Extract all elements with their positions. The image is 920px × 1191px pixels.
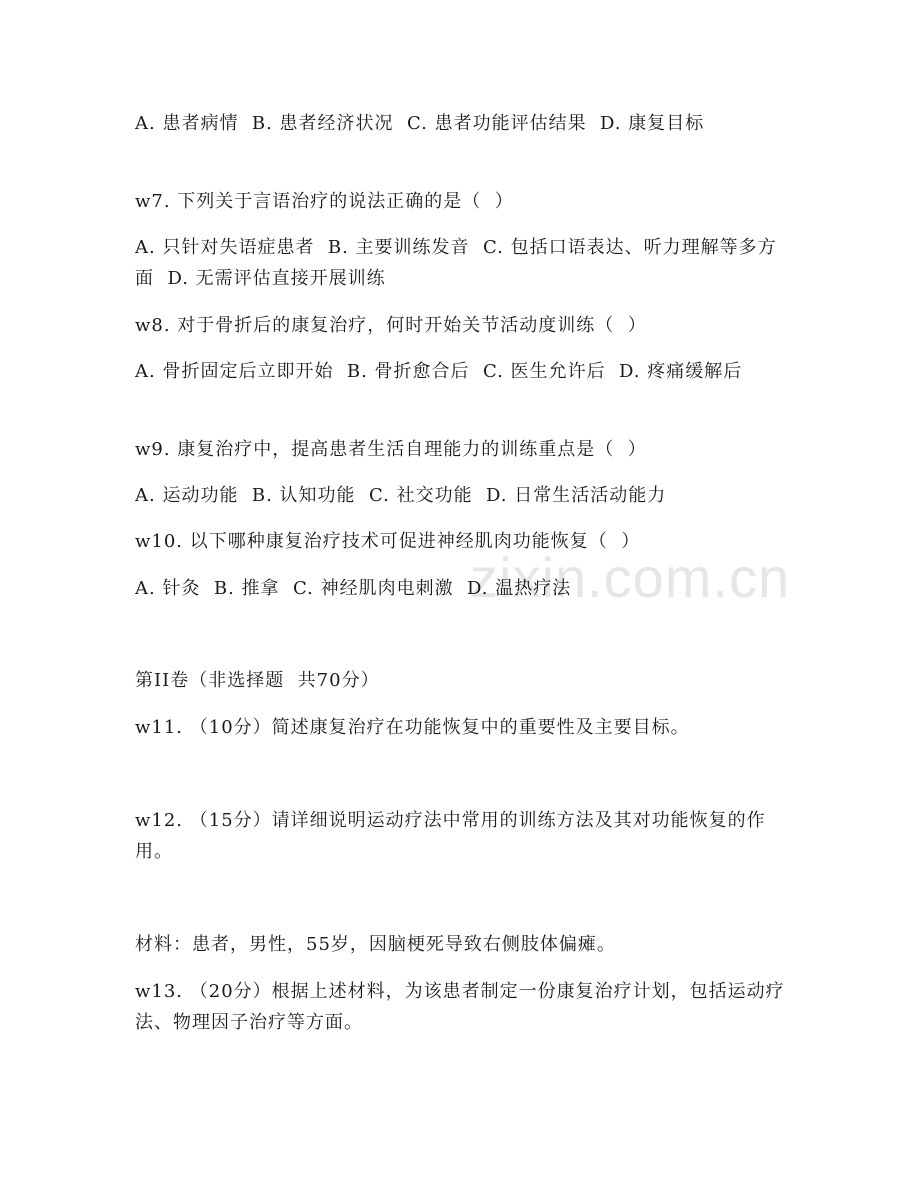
q10-options: A. 针灸 B. 推拿 C. 神经肌肉电刺激 D. 温热疗法 [135,578,572,599]
q7-options: A. 只针对失语症患者 B. 主要训练发音 C. 包括口语表达、听力理解等多方面 D. 无需评估直接开展训练 [135,237,777,289]
q11-question: w11. （10分）简述康复治疗在功能恢复中的重要性及主要目标。 [135,717,690,738]
watermark: zixin.com.cn [470,546,791,609]
q13-question: w13. （20分）根据上述材料，为该患者制定一份康复治疗计划，包括运动疗法、物理因子治疗等方面。 [135,981,785,1033]
q9-question: w9. 康复治疗中，提高患者生活自理能力的训练重点是（ ） [135,439,647,460]
q6-options: A. 患者病情 B. 患者经济状况 C. 患者功能评估结果 D. 康复目标 [135,113,705,134]
section-title: 第II卷（非选择题 共70分） [135,670,380,691]
q12-question: w12. （15分）请详细说明运动疗法中常用的训练方法及其对功能恢复的作用。 [135,810,766,862]
q7-question: w7. 下列关于言语治疗的说法正确的是（ ） [135,191,514,212]
q9-options: A. 运动功能 B. 认知功能 C. 社交功能 D. 日常生活活动能力 [135,485,667,506]
q8-options: A. 骨折固定后立即开始 B. 骨折愈合后 C. 医生允许后 D. 疼痛缓解后 [135,361,743,382]
q8-question: w8. 对于骨折后的康复治疗，何时开始关节活动度训练（ ） [135,315,647,336]
q10-question: w10. 以下哪种康复治疗技术可促进神经肌肉功能恢复（ ） [135,531,641,552]
case-material: 材料：患者，男性，55岁，因脑梗死导致右侧肢体偏瘫。 [135,934,616,955]
